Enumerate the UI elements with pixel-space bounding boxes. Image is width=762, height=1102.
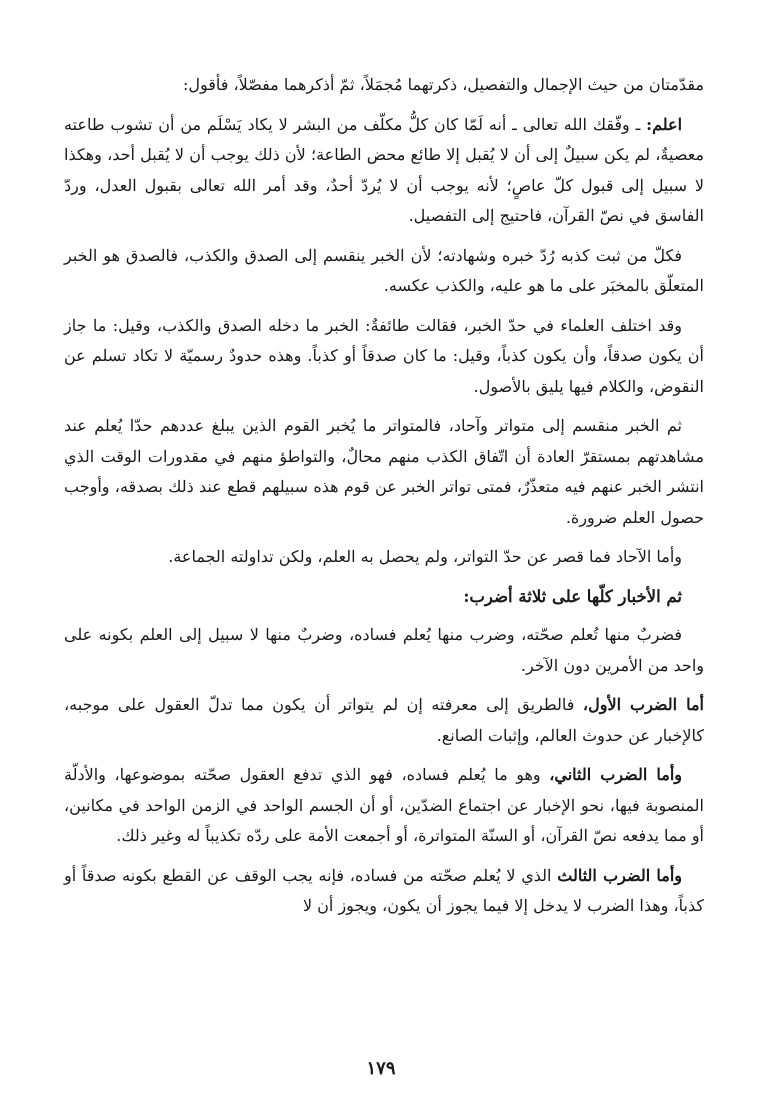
paragraph-text: وقد اختلف العلماء في حدّ الخبر، فقالت طائفةٌ: الخبر ما دخله الصدق والكذب، وقيل: ما جاز أن يكون صدقاً، وأن يكون كذباً، وقيل: ما كان صدقاً أو كذباً. وهذه حدودٌ رسميّة لا تكاد تسلم عن النقوض، والكلام فيها يليق بالأصول. [64, 315, 704, 396]
paragraph-text: وأما الآحاد فما قصر عن حدّ التواتر، ولم يحصل به العلم، ولكن تداولته الجماعة. [168, 547, 682, 566]
paragraph-third-kind [64, 861, 704, 922]
paragraph-second-kind [64, 760, 704, 852]
paragraph-lead: اعلم: [646, 114, 683, 134]
paragraph-text: فضربٌ منها تُعلم صحّته، وضرب منها يُعلم فساده، وضربٌ منها لا سبيل إلى العلم بكونه على واحد من الأمرين دون الآخر. [64, 625, 704, 675]
paragraph-text: ثم الخبر منقسم إلى متواتر وآحاد، فالمتواتر ما يُخبر القوم الذين يبلغ عددهم حدّا يُعلم عند مشاهدتهم بمستقرّ العادة أن اتّفاق الكذب منهم محالٌ، والتواطؤ منهم في مقدورات الوقت الذي انتشر الخبر عنهم فيه متعذّرٌ، فمتى تواتر الخبر عن قوم هذه سبيلهم قطع عند ذلك بصدقه، وأوجب حصول العلم ضرورة. [64, 416, 704, 527]
paragraph-text: مقدّمتان من حيث الإجمال والتفصيل، ذكرتهما مُجمَلاً، ثمّ أذكرهما مفصّلاً، فأقول: [182, 75, 704, 94]
paragraph-text: فالطريق إلى معرفته إن لم يتواتر أن يكون مما تدلّ العقول على موجبه، كالإخبار عن حدوث العالم، وإثبات الصانع. [64, 695, 704, 745]
page-body [64, 70, 704, 931]
paragraph-lead: وأما الضرب الثالث [557, 865, 683, 885]
paragraph-three-kinds [64, 620, 704, 681]
paragraph-text: ـ وفّقك الله تعالى ـ أنه لَمّا كان كلُّ مكلّف من البشر لا يكاد يَسْلَم من أن تشوب طاعته معصيةٌ، لم يكن سبيلٌ إلى أن لا يُقبل إلا طائع محض الطاعة؛ لأن ذلك يوجب أن لا يُقبل أحد، وهكذا لا سبيل إلى قبول كلّ عاصٍ؛ لأنه يوجب أن لا يُردّ أحدٌ، وقد أمر الله تعالى بقبول العدل، وردّ الفاسق في نصّ القرآن، فاحتيج إلى التفصيل. [64, 114, 704, 225]
paragraph-definition [64, 311, 704, 403]
paragraph-lead: وأما الضرب الثاني، [549, 765, 682, 784]
section-heading: ثم الأخبار كلّها على ثلاثة أضرب: [463, 586, 682, 606]
paragraph-text: فكلّ من ثبت كذبه رُدّ خبره وشهادته؛ لأن الخبر ينقسم إلى الصدق والكذب، فالصدق هو الخبر المتعلّق بالمخبَر على ما هو عليه، والكذب عكسه. [64, 245, 704, 295]
paragraph-lead: أما الضرب الأول، [582, 695, 704, 714]
page-number: ١٧٩ [366, 1058, 396, 1079]
paragraph-text: وهو ما يُعلم فساده، فهو الذي تدفع العقول صحّته بموضوعها، والأدلّة المنصوبة فيها، نحو الإخبار عن اجتماع الضدّين، أو أن الجسم الواحد في الزمن الواحد في مكانين، أو مما يدفعه نصّ القرآن، أو السنّة المتواترة، أو أجمعت الأمة على ردّه تكذيباً له وغير ذلك. [64, 765, 704, 845]
paragraph-ahad [64, 542, 704, 573]
paragraph-intro [64, 70, 704, 101]
paragraph-text: الذي لا يُعلم صحّته من فساده، فإنه يجب الوقف عن القطع بكونه صدقاً أو كذباً، وهذا الضرب لا يدخل إلا فيما يجوز أن يكون، ويجوز أن لا [64, 865, 704, 915]
paragraph-first-kind [64, 690, 704, 751]
paragraph-know [64, 110, 704, 232]
paragraph-mutawatir [64, 411, 704, 533]
paragraph-lying [64, 241, 704, 302]
